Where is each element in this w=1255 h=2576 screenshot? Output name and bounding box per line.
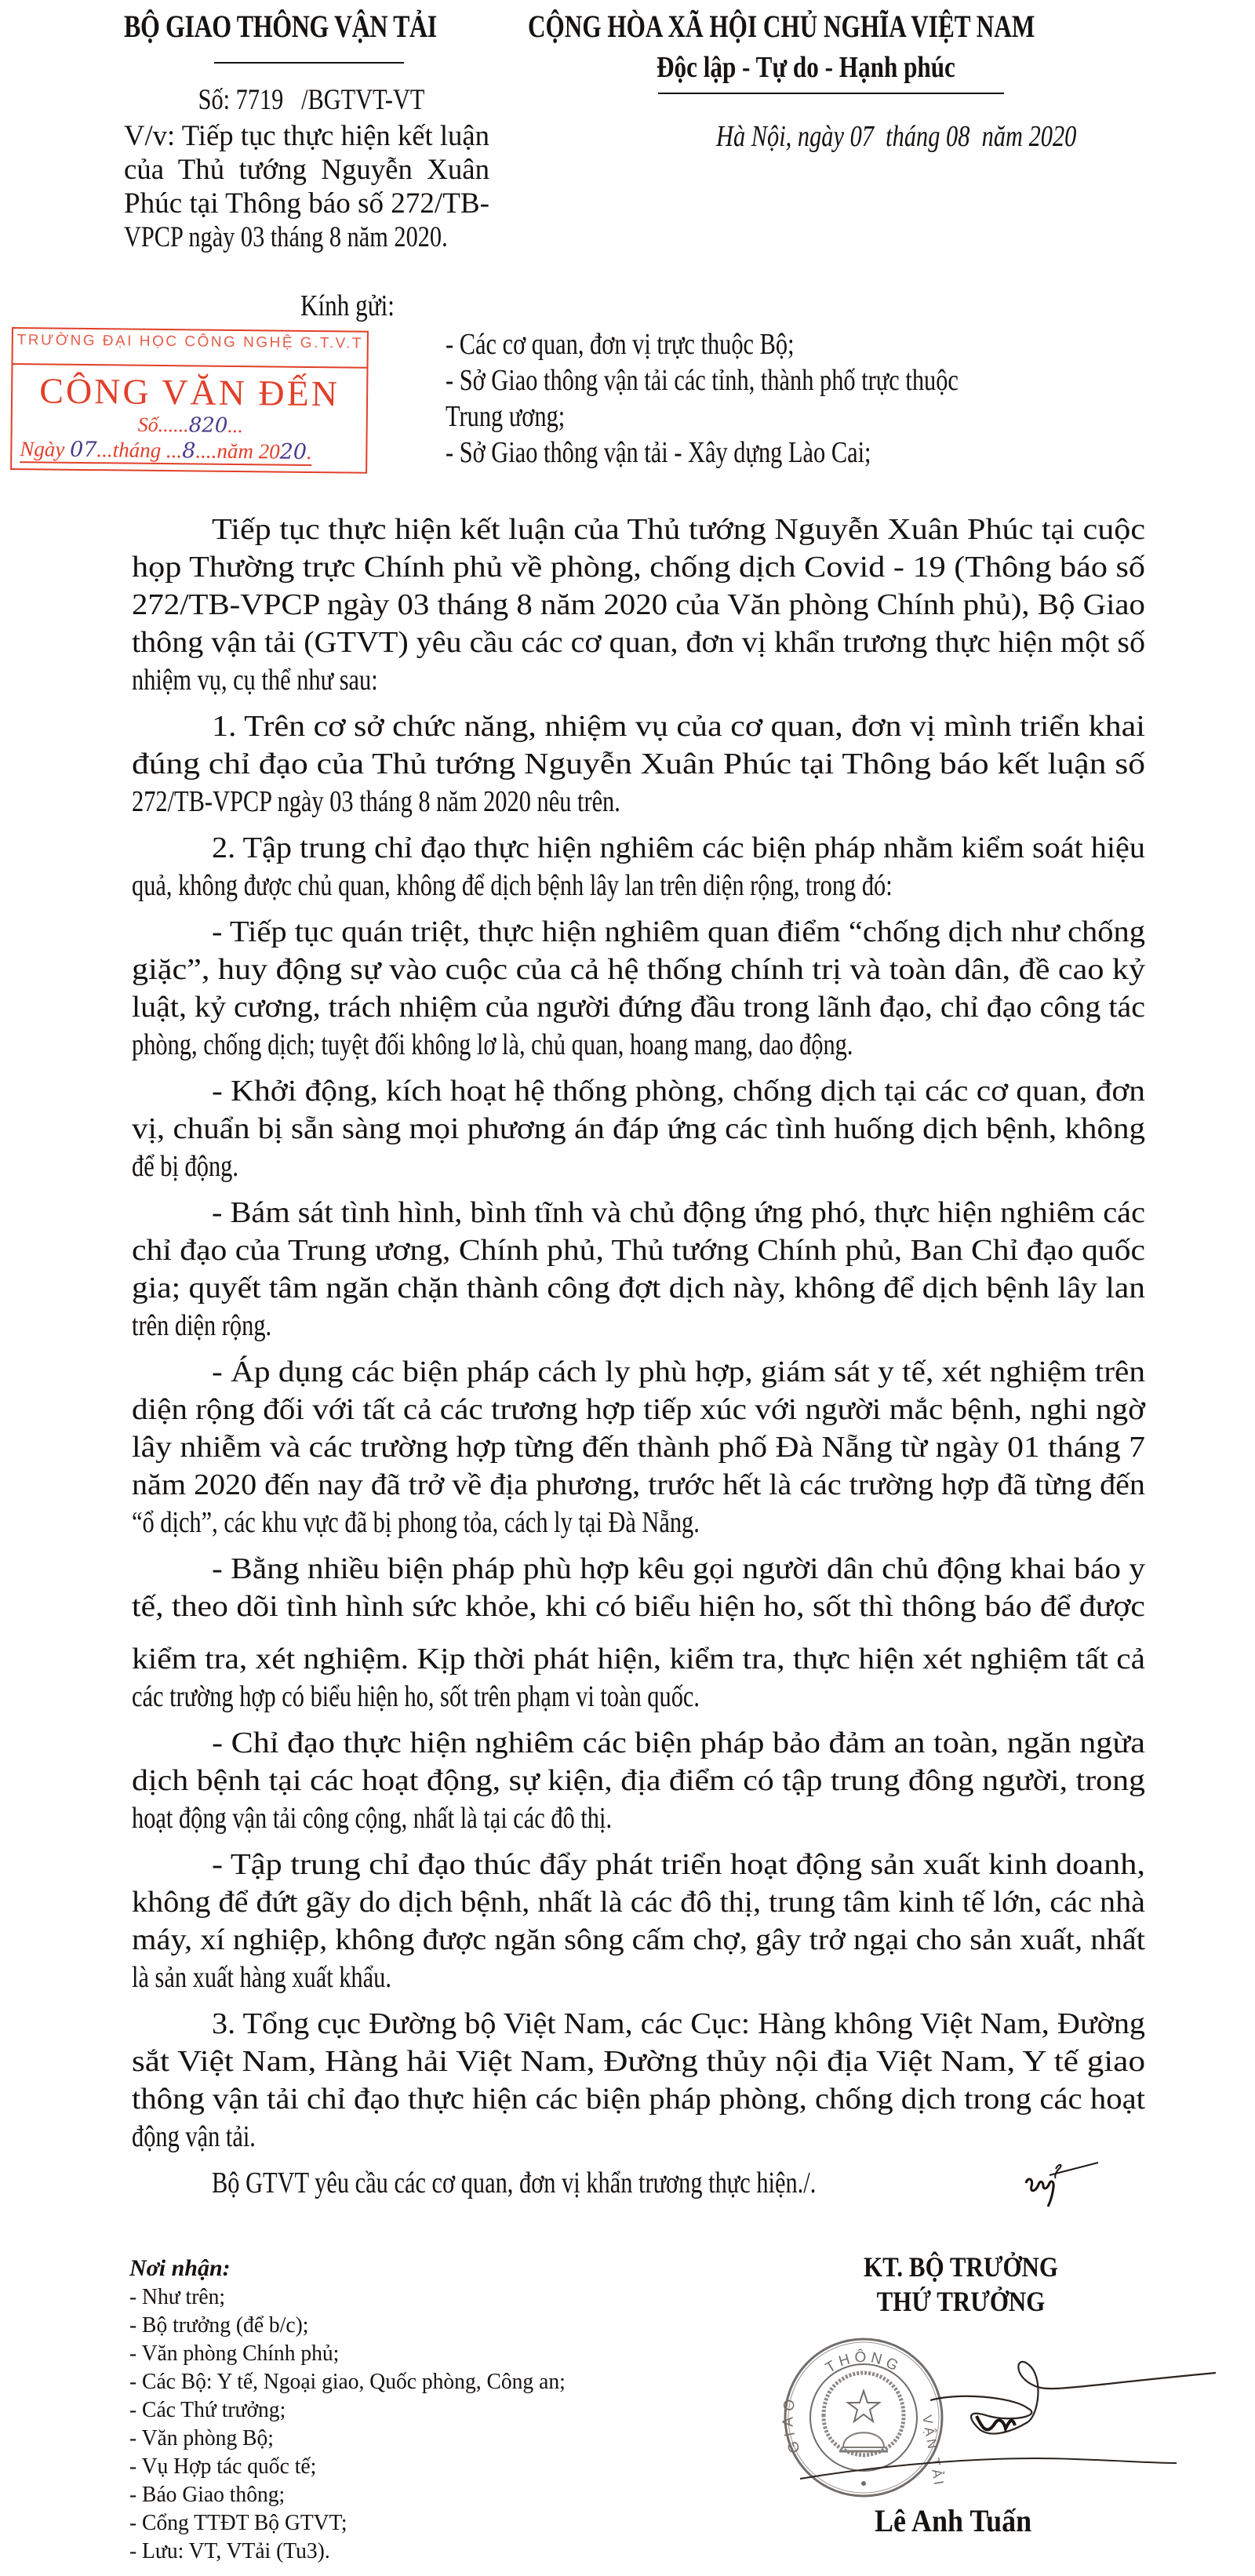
distribution-item: - Cổng TTĐT Bộ GTVT;	[129, 2510, 347, 2535]
motto-underline	[658, 93, 1004, 94]
national-title: CỘNG HÒA XÃ HỘI CHỦ NGHĨA VIỆT NAM	[528, 9, 1035, 44]
place-and-date: Hà Nội, ngày 07 tháng 08 năm 2020	[716, 120, 1077, 153]
stamp-institution: TRƯỜNG ĐẠI HỌC CÔNG NGHỆ G.T.V.T	[16, 332, 364, 352]
stamp-year-label: năm 20	[216, 438, 280, 464]
distribution-item: - Báo Giao thông;	[129, 2482, 286, 2507]
line-text: 2. Tập trung chỉ đạo thực hiện nghiêm các biện pháp nhằm kiểm soát hiệu	[212, 831, 1145, 864]
addressee-item: - Các cơ quan, đơn vị trực thuộc Bộ;	[446, 328, 795, 361]
line-text: luật, kỷ cương, trách nhiệm của người đứng đầu trong lãnh đạo, chỉ đạo công tác	[132, 991, 1146, 1024]
paragraph-line	[132, 1391, 1145, 1428]
distribution-item: - Như trên;	[129, 2284, 226, 2309]
paragraph-line	[132, 1762, 1145, 1799]
paragraph-line	[132, 1550, 1145, 1588]
organization-underline	[214, 62, 404, 64]
line-text: - Bằng nhiều biện pháp phù hợp kêu gọi người dân chủ động khai báo y	[212, 1552, 1146, 1585]
document-number: Số: 7719 /BGTVT-VT	[198, 84, 425, 116]
paragraph-line	[132, 988, 1145, 1026]
stamp-divider	[13, 363, 366, 369]
stamp-title: CÔNG VĂN ĐẾN	[39, 370, 340, 414]
body-paragraph	[132, 1724, 1145, 1837]
line-text: - Bám sát tình hình, bình tĩnh và chủ động ứng phó, thực hiện nghiêm các	[212, 1196, 1145, 1229]
line-text: nhiệm vụ, cụ thể như sau:	[132, 664, 378, 697]
line-text: để bị động.	[132, 1150, 238, 1183]
national-motto: Độc lập - Tự do - Hạnh phúc	[657, 51, 955, 84]
signature-block	[784, 2250, 1137, 2319]
line-text: - Tiếp tục quán triệt, thực hiện nghiêm quan điểm “chống dịch như chống	[212, 915, 1145, 948]
paragraph-line	[132, 2005, 1145, 2043]
paragraph-line	[132, 1148, 1145, 1185]
paragraph-line	[132, 1110, 1145, 1148]
incoming-document-stamp	[10, 327, 369, 474]
signer-role-line2: THỨ TRƯỞNG	[876, 2286, 1046, 2317]
stamp-day: 07	[69, 437, 97, 463]
line-text: Tiếp tục thực hiện kết luận của Thủ tướng Nguyễn Xuân Phúc tại cuộc	[212, 513, 1146, 546]
paragraph-line	[132, 1269, 1145, 1307]
paragraph-line	[132, 1678, 1145, 1716]
paragraph-line	[132, 1504, 1145, 1541]
line-text: kiểm tra, xét nghiệm. Kịp thời phát hiện, kiểm tra, thực hiện xét nghiệm tất cả	[132, 1643, 1146, 1675]
paragraph-line	[132, 708, 1145, 745]
body-paragraph	[132, 1353, 1145, 1541]
distribution-item: - Văn phòng Bộ;	[129, 2425, 274, 2450]
paragraph-line	[132, 2118, 1145, 2156]
distribution-item: - Các Thứ trưởng;	[129, 2397, 286, 2422]
body-paragraph	[132, 2005, 1145, 2156]
paragraph-line	[132, 783, 1145, 820]
stamp-month-label: tháng	[112, 438, 162, 462]
paragraph-line	[132, 586, 1145, 624]
paragraph-line	[132, 1921, 1145, 1959]
line-text: - Tập trung chỉ đạo thúc đẩy phát triển hoạt động sản xuất kinh doanh,	[212, 1848, 1146, 1881]
distribution-item: - Lưu: VT, VTải (Tu3).	[129, 2538, 330, 2563]
paragraph-line	[132, 1883, 1145, 1921]
stamp-date: Ngày 07...tháng ...8....năm 2020.	[20, 437, 312, 466]
body-paragraph	[132, 511, 1145, 699]
official-seal-icon	[780, 2339, 948, 2496]
handwritten-signature-icon	[800, 2362, 1216, 2479]
paragraph-line	[132, 829, 1145, 867]
seal-text-top: THÔNG	[822, 2349, 904, 2377]
line-text: 272/TB-VPCP ngày 03 tháng 8 năm 2020 nêu trên.	[132, 785, 620, 818]
subject-line: Phúc tại Thông báo số 272/TB-	[124, 187, 489, 220]
paragraph-line	[132, 913, 1145, 951]
line-text: thông vận tải (GTVT) yêu cầu các cơ quan, đơn vị khẩn trương thực hiện một số	[132, 626, 1145, 659]
line-text: Bộ GTVT yêu cầu các cơ quan, đơn vị khẩn trương thực hiện./.	[212, 2167, 817, 2199]
line-text: 272/TB-VPCP ngày 03 tháng 8 năm 2020 của Văn phòng Chính phủ), Bộ Giao	[132, 588, 1145, 621]
line-text: là sản xuất hàng xuất khẩu.	[132, 1961, 391, 1994]
stamp-number-label: Số	[137, 413, 158, 436]
closing-sentence	[132, 2164, 1145, 2202]
line-text: thông vận tải chỉ đạo thực hiện các biện pháp phòng, chống dịch trong các hoạt	[132, 2083, 1146, 2116]
line-text: họp Thường trực Chính phủ về phòng, chống dịch Covid - 19 (Thông báo số	[132, 551, 1145, 584]
line-text: tế, theo dõi tình hình sức khỏe, khi có biểu hiện ho, sốt thì thông báo để được	[132, 1590, 1145, 1623]
body-paragraph	[132, 829, 1145, 904]
distribution-item: - Văn phòng Chính phủ;	[129, 2341, 340, 2366]
line-text: - Chỉ đạo thực hiện nghiêm các biện pháp bảo đảm an toàn, ngăn ngừa	[212, 1726, 1145, 1759]
paragraph-line	[132, 1588, 1145, 1625]
subject-line: VPCP ngày 03 tháng 8 năm 2020.	[124, 221, 448, 253]
distribution-item: - Vụ Hợp tác quốc tế;	[129, 2454, 317, 2479]
subject-line: của Thủ tướng Nguyễn Xuân	[124, 154, 489, 186]
body-paragraph	[132, 1846, 1145, 1996]
paragraph-line	[132, 1194, 1145, 1232]
paragraph-line	[132, 511, 1145, 548]
paragraph-line	[132, 1799, 1145, 1837]
addressee-item: - Sở Giao thông vận tải các tỉnh, thành phố trực thuộc	[446, 364, 959, 397]
official-seal-and-signature	[777, 2330, 1216, 2506]
line-text: trên diện rộng.	[132, 1309, 272, 1342]
body-paragraph	[132, 1550, 1145, 1716]
signer-name: Lê Anh Tuấn	[875, 2503, 1032, 2538]
paragraph-line	[132, 1640, 1145, 1678]
line-text: gia; quyết tâm ngăn chặn thành công đợt dịch này, không để dịch bệnh lây lan	[132, 1272, 1145, 1304]
line-text: giặc”, huy động sự vào cuộc của cả hệ thống chính trị và toàn dân, đề cao kỷ	[132, 953, 1146, 986]
addressee-item: - Sở Giao thông vận tải - Xây dựng Lào Cai;	[446, 436, 871, 469]
distribution-title: Nơi nhận:	[129, 2255, 231, 2281]
paragraph-line	[132, 1353, 1145, 1391]
paragraph-line	[132, 2080, 1145, 2118]
line-text: chỉ đạo của Trung ương, Chính phủ, Thủ tướng Chính phủ, Ban Chỉ đạo quốc	[132, 1234, 1146, 1267]
document-reference-block	[124, 83, 499, 254]
paragraph-line	[132, 1428, 1145, 1466]
svg-text:GIAO	[780, 2393, 804, 2455]
addressee-list	[446, 326, 959, 471]
initials-signature-icon	[1020, 2161, 1106, 2212]
line-text: các trường hợp có biểu hiện ho, sốt trên phạm vi toàn quốc.	[132, 1680, 700, 1713]
paragraph-line	[132, 745, 1145, 783]
paragraph-line	[132, 2164, 1145, 2202]
body-paragraph	[132, 1194, 1145, 1344]
body-paragraph	[132, 708, 1145, 820]
distribution-list	[129, 2254, 588, 2565]
stamp-number: Số......820...	[137, 413, 243, 438]
paragraph-line	[132, 1307, 1145, 1344]
paragraph-line	[132, 2043, 1145, 2080]
paragraph-line	[132, 867, 1145, 904]
paragraph-line	[132, 548, 1145, 586]
stamp-month: 8	[182, 438, 196, 464]
paragraph-line	[132, 661, 1145, 699]
line-text: vị, chuẩn bị sẵn sàng mọi phương án đáp ứng các tình huống dịch bệnh, không	[132, 1112, 1146, 1145]
body-paragraph	[132, 1072, 1145, 1185]
distribution-item: - Bộ trưởng (để b/c);	[129, 2312, 309, 2338]
line-text: sắt Việt Nam, Hàng hải Việt Nam, Đường thủy nội địa Việt Nam, Y tế giao	[132, 2045, 1146, 2078]
stamp-number-handwritten: 820	[188, 413, 228, 438]
seal-text-left: GIAO	[780, 2393, 804, 2456]
svg-text:THÔNG	[823, 2349, 904, 2377]
line-text: “ổ dịch”, các khu vực đã bị phong tỏa, cách ly tại Đà Nẵng.	[132, 1506, 700, 1539]
paragraph-line	[132, 1724, 1145, 1762]
line-text: 1. Trên cơ sở chức năng, nhiệm vụ của cơ quan, đơn vị mình triển khai	[212, 710, 1145, 743]
distribution-item: - Các Bộ: Y tế, Ngoại giao, Quốc phòng, Công an;	[129, 2369, 566, 2394]
paragraph-line	[132, 624, 1145, 661]
line-text: không để đứt gãy do dịch bệnh, nhất là các đô thị, trung tâm kinh tế lớn, các nhà	[132, 1886, 1146, 1919]
paragraph-line	[132, 1846, 1145, 1883]
line-text: máy, xí nghiệp, không được ngăn sông cấm chợ, gây trở ngại cho sản xuất, nhất	[132, 1923, 1145, 1956]
paragraph-line	[132, 1026, 1145, 1064]
line-text: lây nhiễm và các trường hợp từng đến thành phố Đà Nẵng từ ngày 01 tháng 7	[132, 1431, 1145, 1464]
paragraph-line	[132, 1232, 1145, 1269]
addressee-label: Kính gửi:	[300, 289, 395, 322]
line-text: đúng chỉ đạo của Thủ tướng Nguyễn Xuân Phúc tại Thông báo kết luận số	[132, 748, 1146, 780]
stamp-day-label: Ngày	[20, 437, 65, 461]
paragraph-line	[132, 1959, 1145, 1996]
issuing-organization: BỘ GIAO THÔNG VẬN TẢI	[124, 9, 437, 44]
line-text: - Khởi động, kích hoạt hệ thống phòng, chống dịch tại các cơ quan, đơn	[212, 1075, 1145, 1108]
line-text: quả, không được chủ quan, không để dịch bệnh lây lan trên diện rộng, trong đó:	[132, 869, 893, 902]
paragraph-line	[132, 1072, 1145, 1110]
line-text: năm 2020 đến nay đã trở về địa phương, trước hết là các trường hợp đã từng đến	[132, 1468, 1145, 1501]
addressee-item: Trung ương;	[446, 400, 566, 433]
document-subject	[124, 119, 499, 254]
line-text: - Áp dụng các biện pháp cách ly phù hợp, giám sát y tế, xét nghiệm trên	[212, 1355, 1145, 1388]
line-text: dịch bệnh tại các hoạt động, sự kiện, địa điểm có tập trung đông người, trong	[132, 1764, 1146, 1797]
line-text: động vận tải.	[132, 2120, 256, 2153]
paragraph-line	[132, 951, 1145, 988]
paragraph-line	[132, 1466, 1145, 1504]
subject-line: V/v: Tiếp tục thực hiện kết luận	[124, 120, 490, 152]
signer-role-line1: KT. BỘ TRƯỞNG	[863, 2251, 1059, 2283]
stamp-year: 20	[279, 439, 307, 464]
line-text: 3. Tổng cục Đường bộ Việt Nam, các Cục: Hàng không Việt Nam, Đường	[212, 2007, 1146, 2040]
body-paragraph	[132, 913, 1145, 1064]
line-text: hoạt động vận tải công cộng, nhất là tại các đô thị.	[132, 1802, 613, 1835]
document-body	[132, 511, 1145, 2210]
line-text: diện rộng đối với tất cả các trương hợp tiếp xúc với người mắc bệnh, nghi ngờ	[132, 1393, 1145, 1426]
line-text: phòng, chống dịch; tuyệt đối không lơ là, chủ quan, hoang mang, dao động.	[132, 1028, 853, 1061]
seal-text-right: VẬN TẢI	[919, 2414, 948, 2490]
